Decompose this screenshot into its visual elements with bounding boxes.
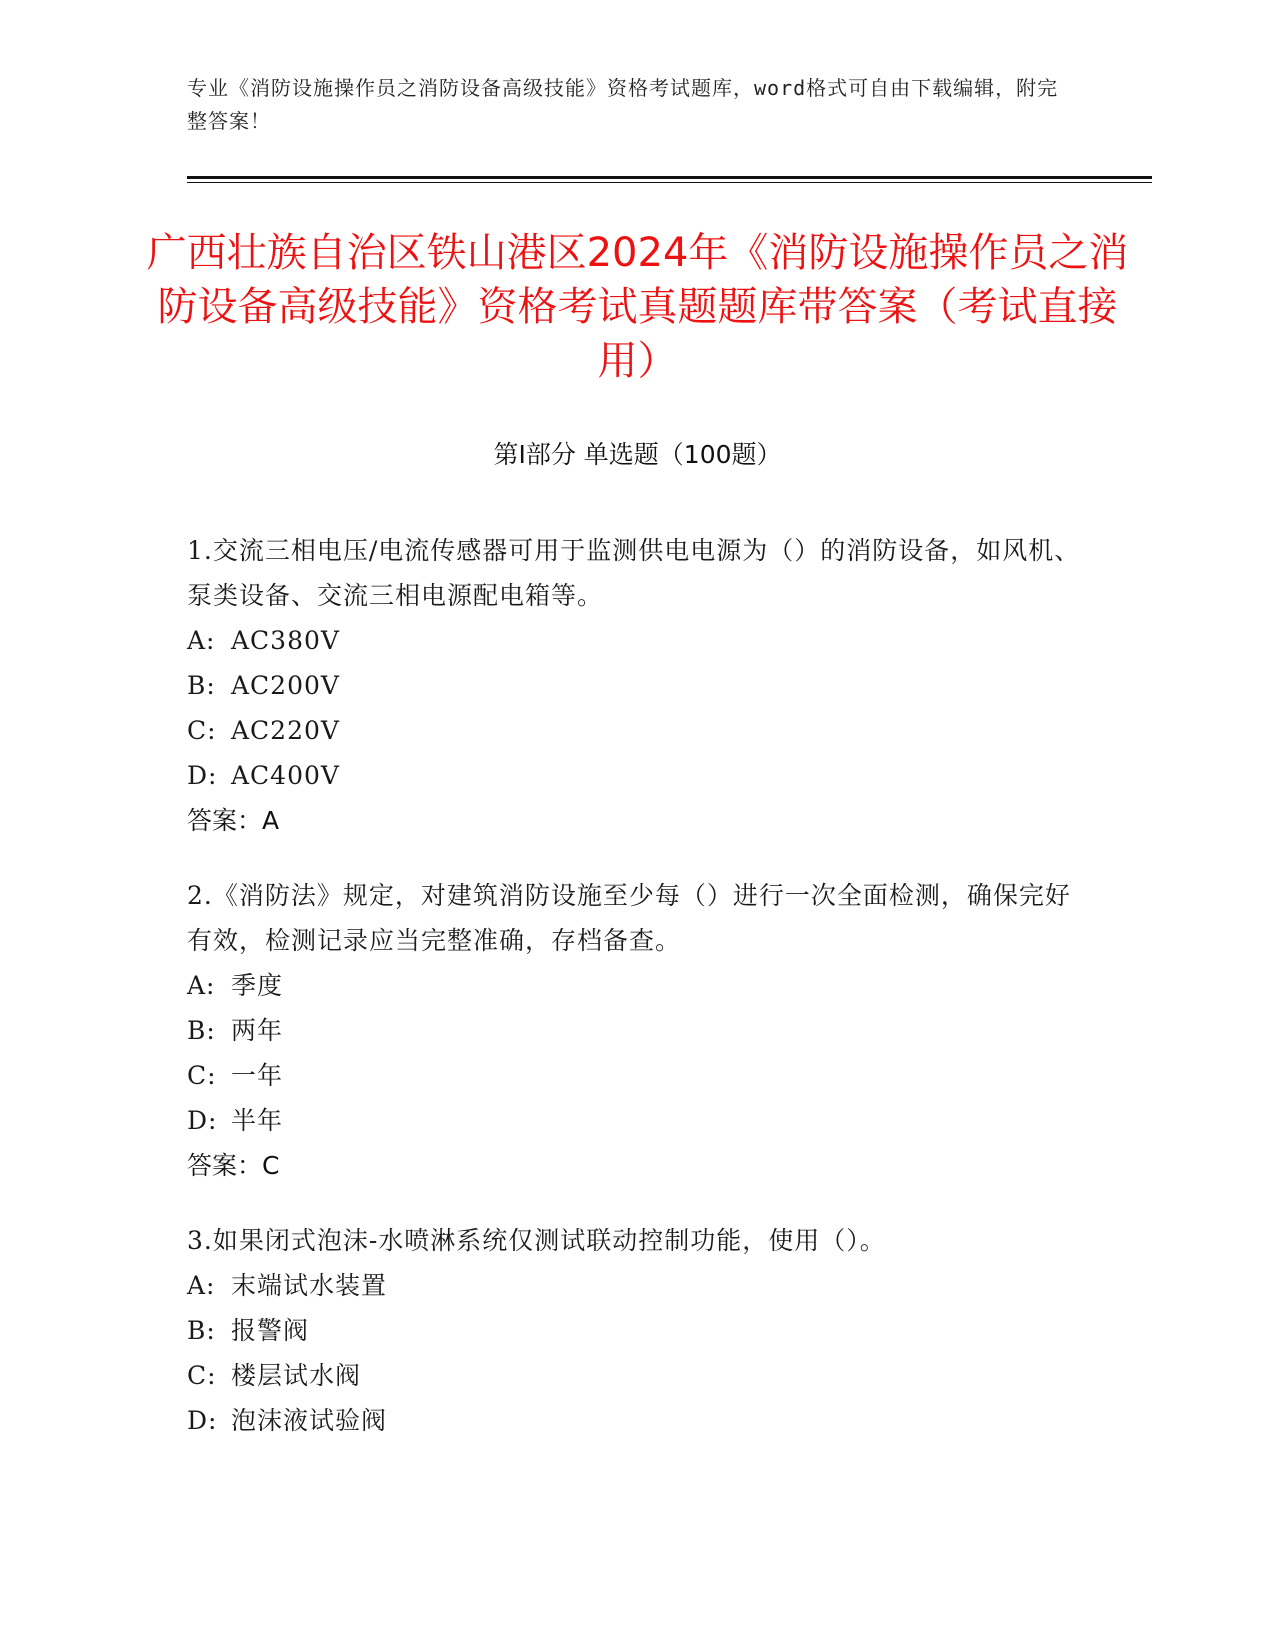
option-text: 泡沫液试验阀 [231, 1406, 388, 1435]
option-c [187, 1053, 1087, 1098]
option-d [187, 1398, 1087, 1443]
option-b [187, 663, 1087, 708]
question-list [187, 528, 1087, 1473]
option-text: 季度 [231, 971, 284, 1000]
option-label: B: [187, 1316, 216, 1345]
option-label: C: [187, 1061, 217, 1090]
option-label: A: [187, 971, 216, 1000]
header-divider-thin [187, 182, 1152, 183]
option-text: 一年 [231, 1061, 284, 1090]
option-text: AC380V [231, 626, 340, 655]
option-text: AC200V [231, 671, 340, 700]
option-c [187, 1353, 1087, 1398]
option-label: B: [187, 671, 216, 700]
document-title: 广西壮族自治区铁山港区2024年《消防设施操作员之消防设备高级技能》资格考试真题题库带答案（考试直接用） [146, 230, 1129, 384]
option-a [187, 963, 1087, 1008]
option-b [187, 1008, 1087, 1053]
option-text: 半年 [231, 1106, 284, 1135]
section-title: 第I部分 单选题（100题） [493, 440, 782, 469]
question-stem: 2.《消防法》规定，对建筑消防设施至少每（）进行一次全面检测，确保完好有效，检测记录应当完整准确，存档备查。 [187, 881, 1071, 955]
option-text: 末端试水装置 [231, 1271, 388, 1300]
option-b [187, 1308, 1087, 1353]
option-d [187, 753, 1087, 798]
question-3 [187, 1218, 1087, 1443]
option-label: C: [187, 716, 217, 745]
option-label: A: [187, 1271, 216, 1300]
option-label: A: [187, 626, 216, 655]
question-stem: 1.交流三相电压/电流传感器可用于监测供电电源为（）的消防设备，如风机、泵类设备、交流三相电源配电箱等。 [187, 536, 1081, 610]
option-label: C: [187, 1361, 217, 1390]
option-text: AC400V [231, 761, 340, 790]
option-c [187, 708, 1087, 753]
option-a [187, 618, 1087, 663]
question-2 [187, 873, 1087, 1188]
question-stem: 3.如果闭式泡沫-水喷淋系统仅测试联动控制功能，使用（）。 [187, 1226, 886, 1255]
option-label: D: [187, 1406, 218, 1435]
option-label: D: [187, 761, 218, 790]
option-a [187, 1263, 1087, 1308]
header-note: 专业《消防设施操作员之消防设备高级技能》资格考试题库，word格式可自由下载编辑，附完整答案！ [187, 76, 1059, 133]
option-text: 两年 [231, 1016, 284, 1045]
option-text: 楼层试水阀 [231, 1361, 362, 1390]
option-d [187, 1098, 1087, 1143]
option-label: D: [187, 1106, 218, 1135]
answer: 答案：C [187, 1151, 280, 1180]
header-divider-thick [187, 176, 1152, 179]
answer: 答案：A [187, 806, 280, 835]
option-label: B: [187, 1016, 216, 1045]
question-1 [187, 528, 1087, 843]
option-text: 报警阀 [231, 1316, 310, 1345]
option-text: AC220V [231, 716, 340, 745]
